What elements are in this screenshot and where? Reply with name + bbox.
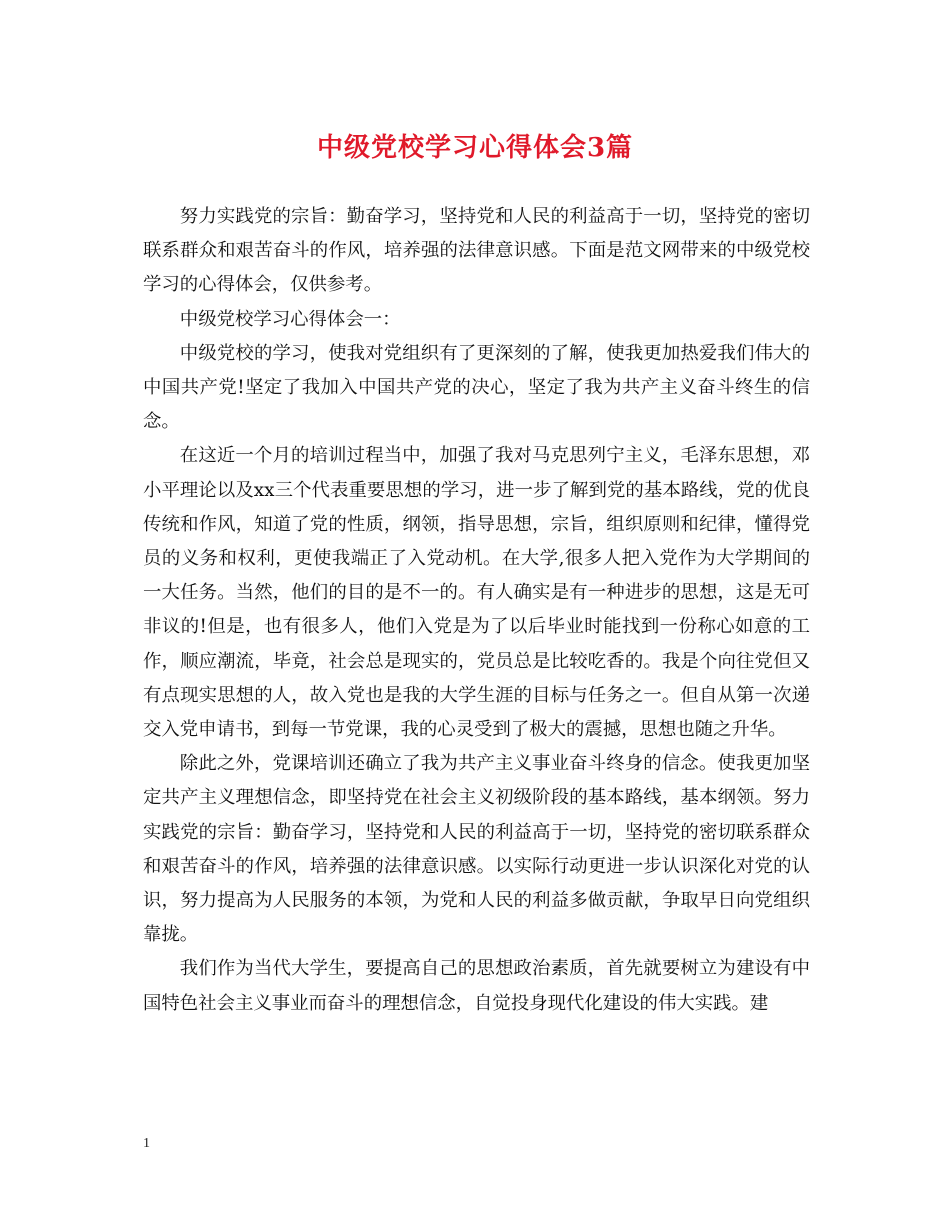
document-body <box>143 200 810 1021</box>
paragraph: 在这近一个月的培训过程当中，加强了我对马克思列宁主义，毛泽东思想，邓小平理论以及xx三个代表重要思想的学习，进一步了解到党的基本路线，党的优良传统和作风，知道了党的性质，纲领，指导思想，宗旨，组织原则和纪律，懂得党员的义务和权利，更使我端正了入党动机。在大学,很多人把入党作为大学期间的一大任务。当然，他们的目的是不一的。有人确实是有一种进步的思想，这是无可非议的!但是，也有很多人，他们入党是为了以后毕业时能找到一份称心如意的工作，顺应潮流，毕竟，社会总是现实的，党员总是比较吃香的。我是个向往党但又有点现实思想的人，故入党也是我的大学生涯的目标与任务之一。但自从第一次递交入党申请书，到每一节党课，我的心灵受到了极大的震撼，思想也随之升华。 <box>143 445 810 741</box>
paragraph-intro: 努力实践党的宗旨：勤奋学习，坚持党和人民的利益高于一切，坚持党的密切联系群众和艰苦奋斗的作风，培养强的法律意识感。下面是范文网带来的中级党校学习的心得体会，仅供参考。 <box>143 206 810 296</box>
paragraph: 我们作为当代大学生，要提高自己的思想政治素质，首先就要树立为建设有中国特色社会主义事业而奋斗的理想信念，自觉投身现代化建设的伟大实践。建 <box>143 958 810 1014</box>
paragraph: 中级党校的学习，使我对党组织有了更深刻的了解，使我更加热爱我们伟大的中国共产党!坚定了我加入中国共产党的决心，坚定了我为共产主义奋斗终生的信念。 <box>143 342 810 433</box>
page-title: 中级党校学习心得体会3篇 <box>316 133 634 163</box>
page-number: 1 <box>143 1136 150 1151</box>
paragraph: 除此之外，党课培训还确立了我为共产主义事业奋斗终身的信念。使我更加坚定共产主义理想信念，即坚持党在社会主义初级阶段的基本路线，基本纲领。努力实践党的宗旨：勤奋学习，坚持党和人民的利益高于一切，坚持党的密切联系群众和艰苦奋斗的作风，培养强的法律意识感。以实际行动更进一步认识深化对党的认识，努力提高为人民服务的本领，为党和人民的利益多做贡献，争取早日向党组织靠拢。 <box>143 753 810 946</box>
section-heading-one: 中级党校学习心得体会一： <box>179 308 401 330</box>
